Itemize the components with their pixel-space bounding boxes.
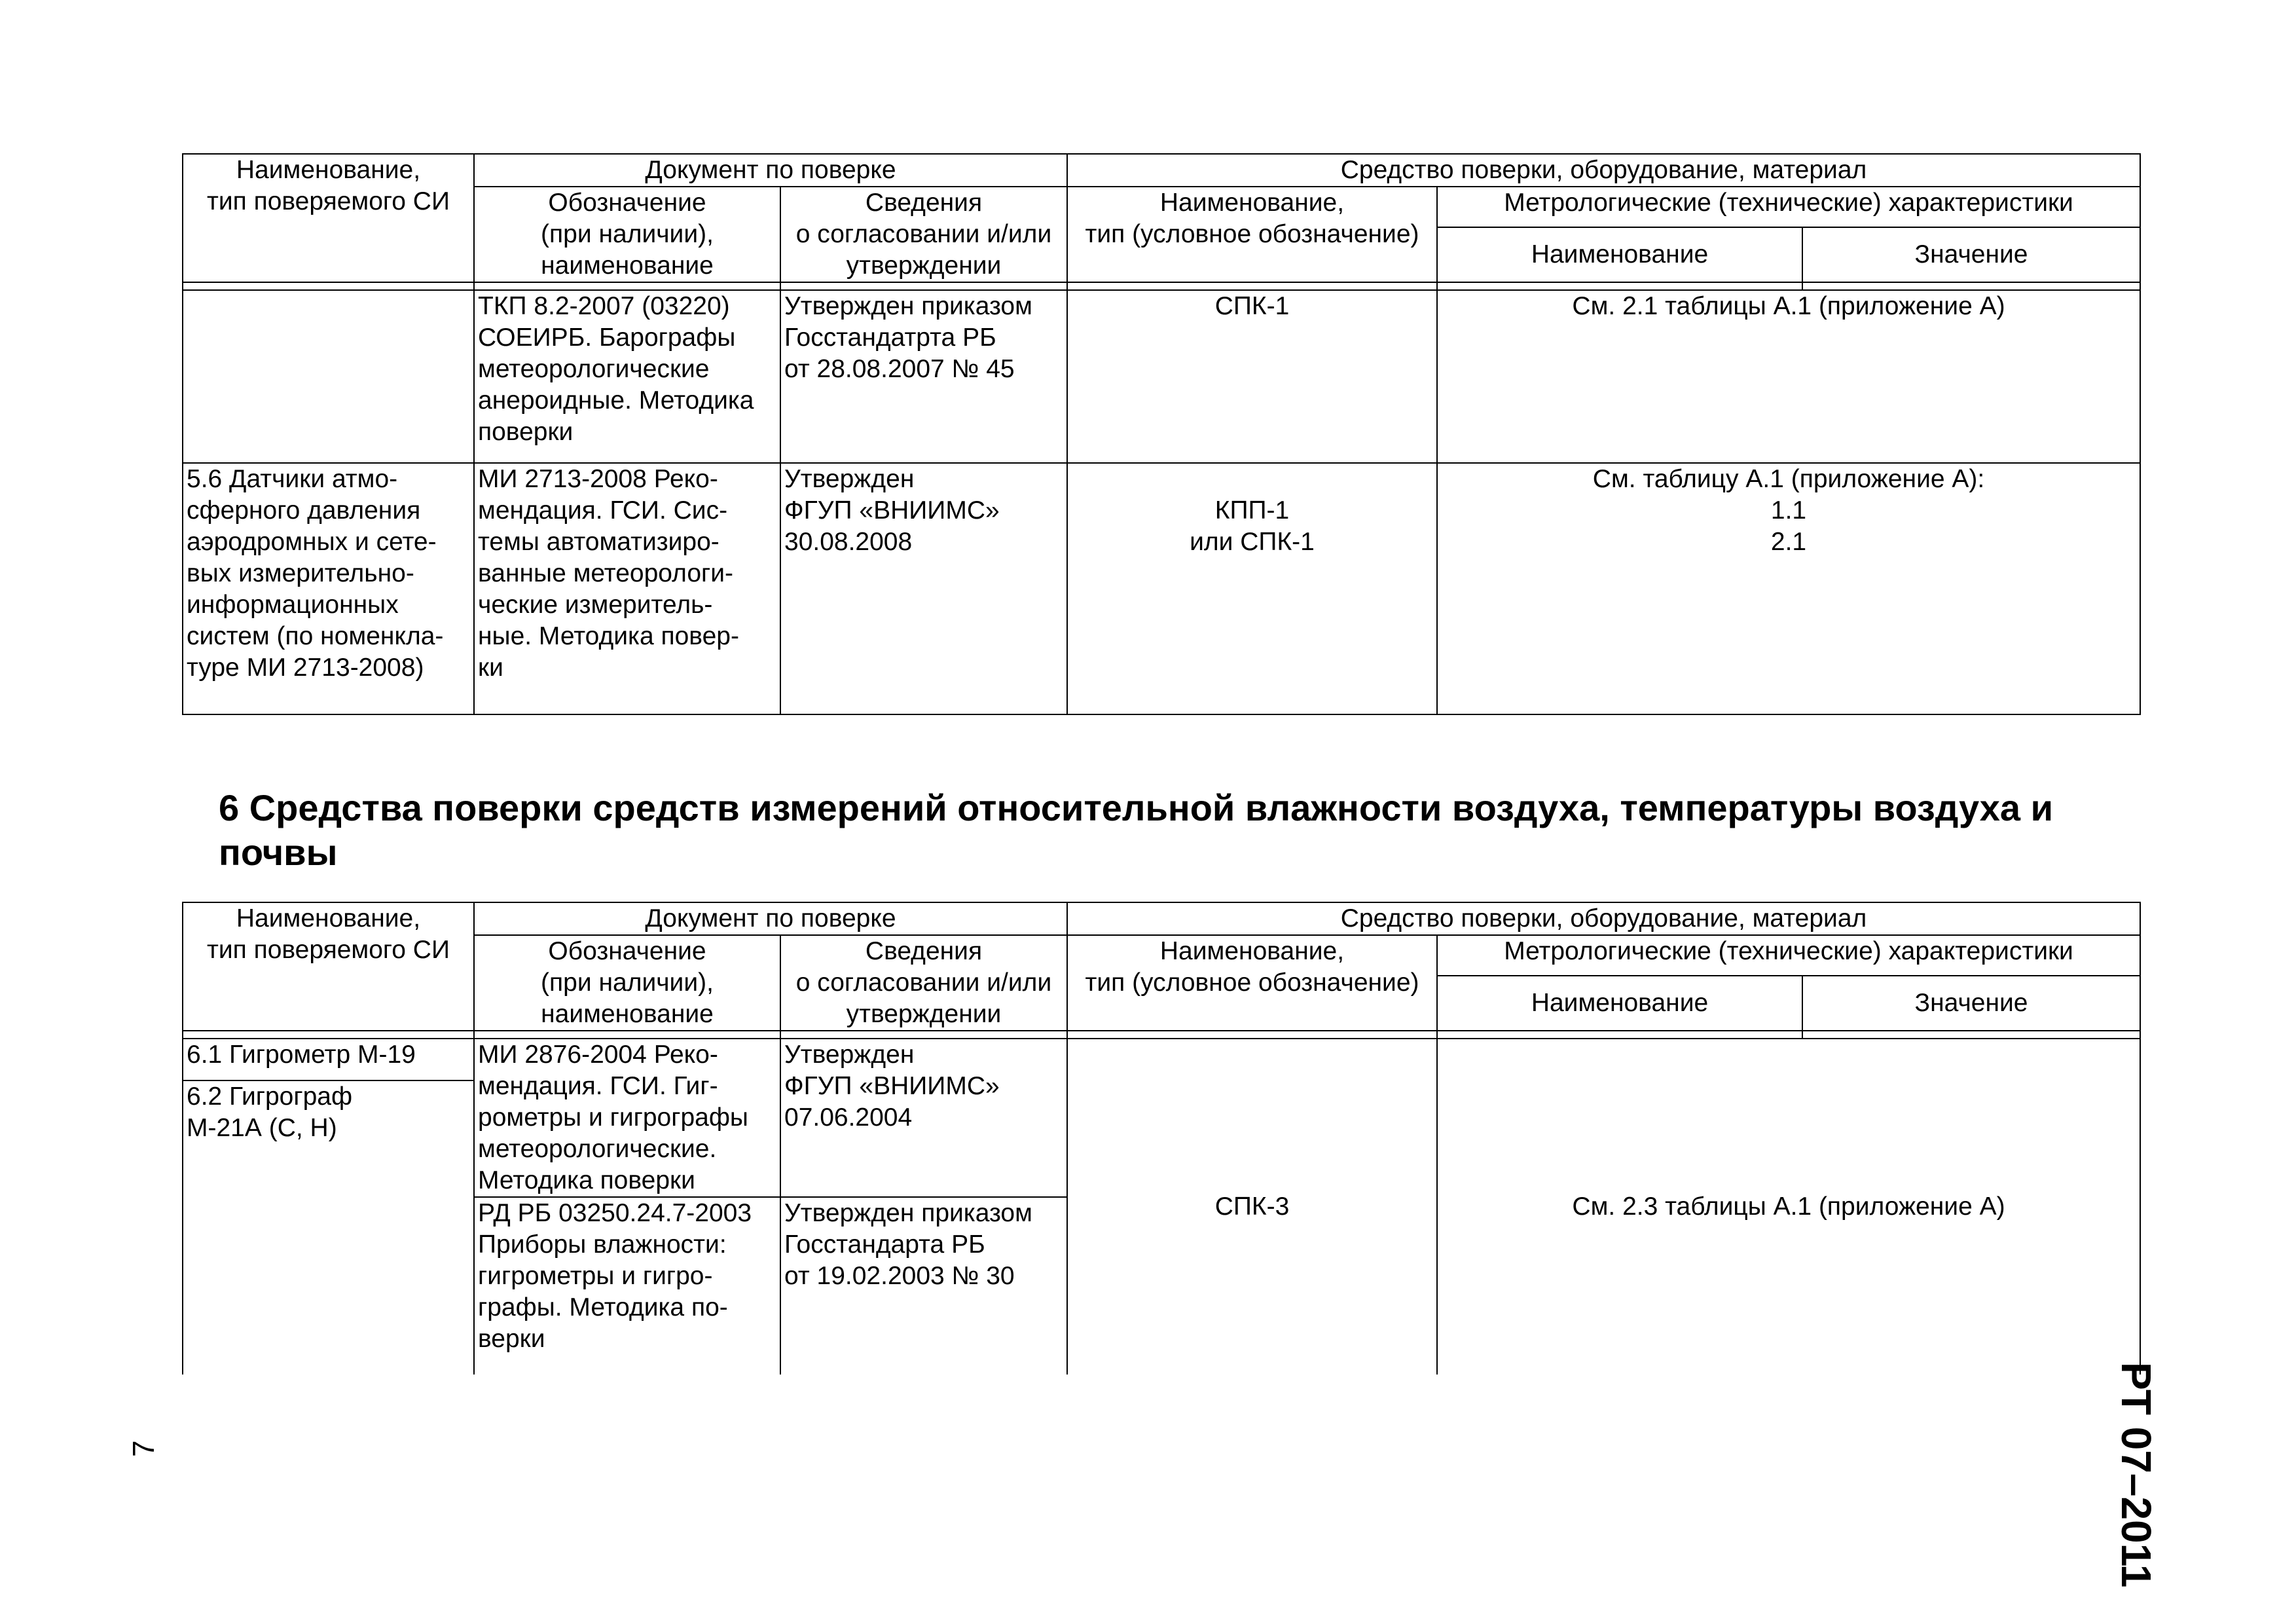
cell-characteristics: См. таблицу А.1 (приложение А): 1.1 2.1 bbox=[1437, 463, 2140, 714]
header-document-designation: Обозначение (при наличии), наименование bbox=[474, 935, 780, 1031]
header-document-designation: Обозначение (при наличии), наименование bbox=[474, 187, 780, 282]
header-document-group: Документ по поверке bbox=[474, 154, 1067, 187]
header-equipment-group: Средство поверки, оборудование, материал bbox=[1067, 902, 2140, 935]
header-document-group: Документ по поверке bbox=[474, 902, 1067, 935]
cell-document: МИ 2713-2008 Реко- мендация. ГСИ. Сис- темы автоматизиро- ванные метеорологи- ческие измеритель- ные. Методика повер- ки bbox=[474, 463, 780, 714]
document-code: РТ 07–2011 bbox=[2113, 1362, 2160, 1588]
header-metrological-value: Значение bbox=[1802, 976, 2140, 1031]
cell-equipment: СПК-1 bbox=[1067, 290, 1437, 463]
header-metrological-group: Метрологические (технические) характеристики bbox=[1437, 935, 2140, 976]
header-metrological-name: Наименование bbox=[1437, 976, 1802, 1031]
cell-approval: Утвержден приказом Госстандатрта РБ от 28.08.2007 № 45 bbox=[780, 290, 1067, 463]
cell-document: РД РБ 03250.24.7-2003 Приборы влажности: гигрометры и гигро- графы. Методика по- верки bbox=[474, 1197, 780, 1375]
cell-instrument bbox=[183, 290, 474, 463]
header-document-approval: Сведения о согласовании и/или утверждении bbox=[780, 935, 1067, 1031]
header-metrological-group: Метрологические (технические) характеристики bbox=[1437, 187, 2140, 227]
table-row bbox=[183, 463, 2140, 714]
header-instrument: Наименование, тип поверяемого СИ bbox=[183, 902, 474, 1031]
cell-approval: Утвержден ФГУП «ВНИИМС» 07.06.2004 bbox=[780, 1039, 1067, 1197]
header-separator bbox=[183, 282, 2140, 290]
header-equipment-name: Наименование, тип (условное обозначение) bbox=[1067, 187, 1437, 282]
header-equipment-group: Средство поверки, оборудование, материал bbox=[1067, 154, 2140, 187]
cell-characteristics: См. 2.1 таблицы А.1 (приложение А) bbox=[1437, 290, 2140, 463]
table-row bbox=[183, 290, 2140, 463]
table-row bbox=[183, 1039, 2140, 1080]
cell-document: ТКП 8.2-2007 (03220) СОЕИРБ. Барографы метеорологические анероидные. Методика поверки bbox=[474, 290, 780, 463]
cell-approval: Утвержден ФГУП «ВНИИМС» 30.08.2008 bbox=[780, 463, 1067, 714]
cell-instrument: 5.6 Датчики атмо- сферного давления аэродромных и сете- вых измерительно- информационных систем (по номенкла- туре МИ 2713-2008) bbox=[183, 463, 474, 714]
cell-instrument-hygrograph: 6.2 Гигрограф М-21А (С, Н) bbox=[183, 1080, 474, 1375]
header-document-approval: Сведения о согласовании и/или утверждении bbox=[780, 187, 1067, 282]
cell-instrument-hygrometer: 6.1 Гигрометр М-19 bbox=[183, 1039, 474, 1080]
header-separator bbox=[183, 1031, 2140, 1039]
header-instrument: Наименование, тип поверяемого СИ bbox=[183, 154, 474, 282]
cell-approval: Утвержден приказом Госстандарта РБ от 19.02.2003 № 30 bbox=[780, 1197, 1067, 1375]
header-equipment-name: Наименование, тип (условное обозначение) bbox=[1067, 935, 1437, 1031]
header-metrological-value: Значение bbox=[1802, 227, 2140, 282]
verification-table-section5 bbox=[182, 153, 2141, 715]
header-metrological-name: Наименование bbox=[1437, 227, 1802, 282]
page-number: 7 bbox=[126, 1440, 160, 1457]
cell-characteristics: См. 2.3 таблицы А.1 (приложение А) bbox=[1437, 1039, 2140, 1375]
cell-equipment: СПК-3 bbox=[1067, 1039, 1437, 1375]
cell-equipment: КПП-1 или СПК-1 bbox=[1067, 463, 1437, 714]
section-heading: 6 Средства поверки средств измерений относительной влажности воздуха, температуры воздуха и почвы bbox=[219, 787, 2054, 873]
cell-document: МИ 2876-2004 Реко- мендация. ГСИ. Гиг- рометры и гигрографы метеорологические. Методика поверки bbox=[474, 1039, 780, 1197]
verification-table-section6 bbox=[182, 902, 2141, 1375]
